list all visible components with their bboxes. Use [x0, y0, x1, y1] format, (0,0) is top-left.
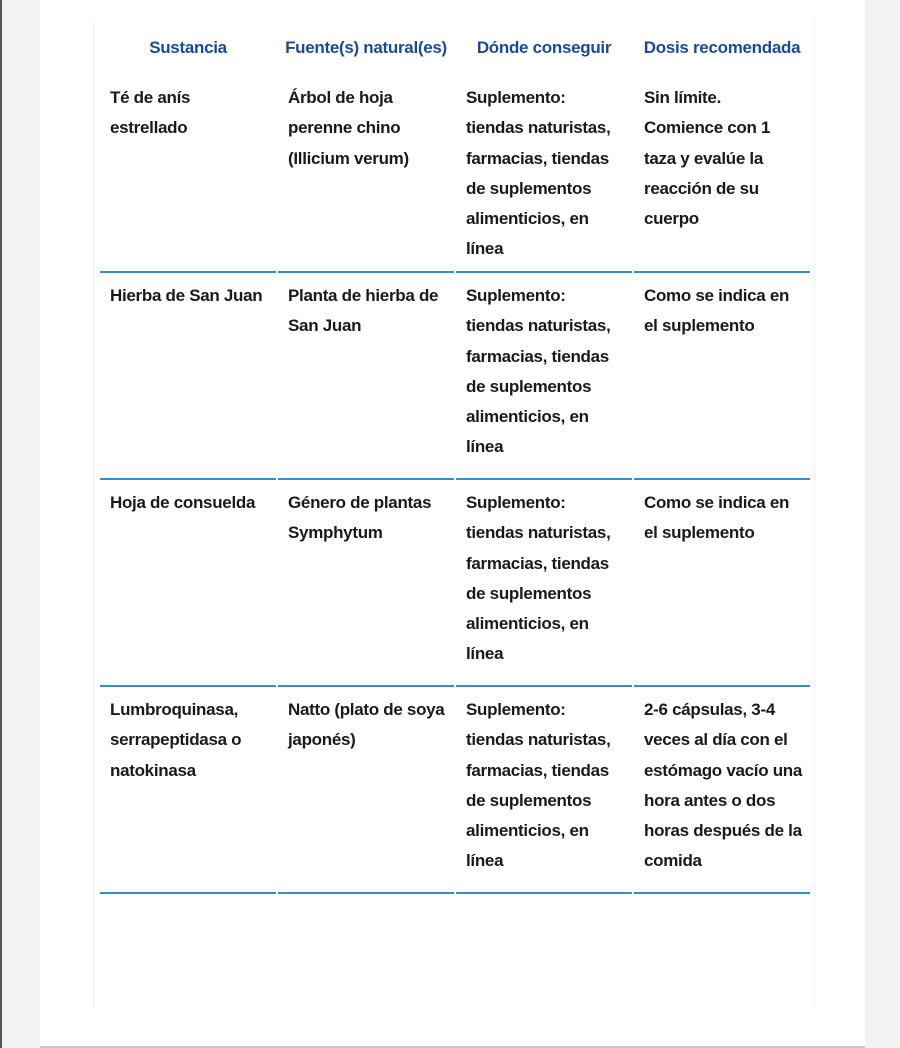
cell-fuente: Género de plantas Symphytum: [278, 480, 454, 687]
cell-donde: Suplemento: tiendas naturistas, farmacias, tiendas de suplementos alimenticios, en línea: [456, 74, 632, 273]
table-row: [100, 480, 810, 687]
cell-fuente: Árbol de hoja perenne chino (Illicium verum): [278, 74, 454, 273]
cell-fuente: Natto (plato de soya japonés): [278, 687, 454, 894]
table-row: [100, 273, 810, 480]
cell-sustancia: Hoja de consuelda: [100, 480, 276, 687]
cell-donde: Suplemento: tiendas naturistas, farmacias, tiendas de suplementos alimenticios, en línea: [456, 480, 632, 687]
cell-dosis: Como se indica en el suplemento: [634, 273, 810, 480]
table-row: [100, 74, 810, 273]
supplements-table: [98, 22, 812, 894]
cell-donde: Suplemento: tiendas naturistas, farmacias, tiendas de suplementos alimenticios, en línea: [456, 273, 632, 480]
cell-dosis: Sin límite. Comience con 1 taza y evalúe la reacción de su cuerpo: [634, 74, 810, 273]
table-header-row: [100, 22, 810, 74]
cell-fuente: Planta de hierba de San Juan: [278, 273, 454, 480]
header-fuentes-naturales: Fuente(s) natural(es): [285, 38, 447, 57]
cell-sustancia: Hierba de San Juan: [100, 273, 276, 480]
cell-sustancia: Té de anís estrellado: [100, 74, 276, 273]
document-page: [40, 0, 865, 1048]
table-row: [100, 687, 810, 894]
cell-donde: Suplemento: tiendas naturistas, farmacias, tiendas de suplementos alimenticios, en línea: [456, 687, 632, 894]
header-donde-conseguir: Dónde conseguir: [476, 38, 612, 57]
cell-dosis: 2-6 cápsulas, 3-4 veces al día con el estómago vacío una hora antes o dos horas después de la comida: [634, 687, 810, 894]
cell-dosis: Como se indica en el suplemento: [634, 480, 810, 687]
header-dosis-recomendada: Dosis recomendada: [643, 38, 801, 57]
header-sustancia: Sustancia: [149, 38, 227, 57]
window-left-edge: [0, 0, 2, 1048]
cell-sustancia: Lumbroquinasa, serrapeptidasa o natokinasa: [100, 687, 276, 894]
